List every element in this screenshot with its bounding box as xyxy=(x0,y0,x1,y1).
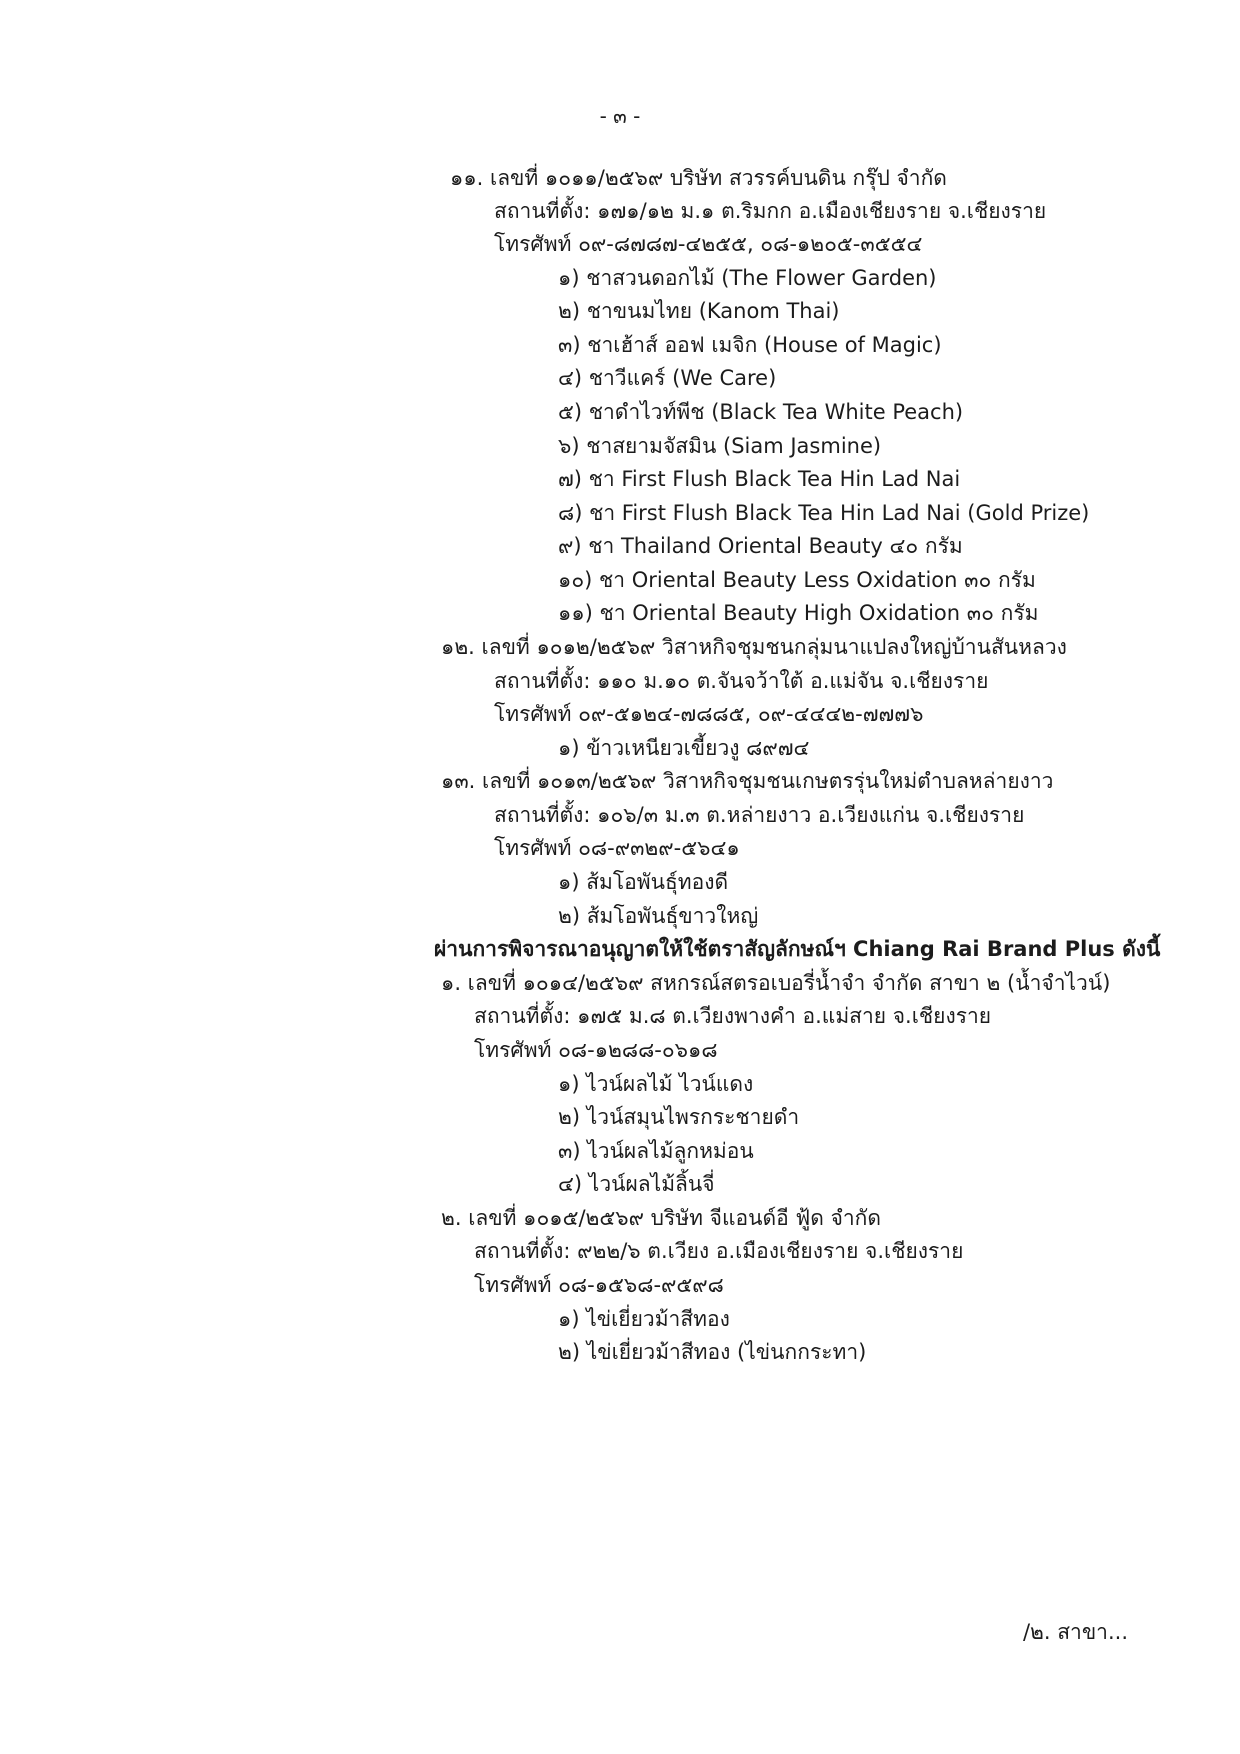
product-item: ๑๐) ชา Oriental Beauty Less Oxidation ๓๐ กรัม xyxy=(558,568,1036,592)
product-item: ๓) ไวน์ผลไม้ลูกหม่อน xyxy=(558,1139,754,1163)
product-item: ๔) ไวน์ผลไม้ลิ้นจี่ xyxy=(558,1172,715,1196)
entry-address: สถานที่ตั้ง: ๑๗๑/๑๒ ม.๑ ต.ริมกก อ.เมืองเชียงราย จ.เชียงราย xyxy=(494,199,1047,223)
section-heading: ผ่านการพิจารณาอนุญาตให้ใช้ตราสัญลักษณ์ฯ Chiang Rai Brand Plus ดังนี้ xyxy=(434,937,1161,961)
product-item: ๑๑) ชา Oriental Beauty High Oxidation ๓๐ กรัม xyxy=(558,601,1039,625)
entry-phone: โทรศัพท์ ๐๙-๘๗๘๗-๔๒๕๕, ๐๘-๑๒๐๕-๓๕๕๔ xyxy=(494,232,923,256)
product-item: ๓) ชาเฮ้าส์ ออฟ เมจิก (House of Magic) xyxy=(558,333,942,357)
continuation-note: /๒. สาขา... xyxy=(1022,1620,1128,1644)
product-item: ๑) ข้าวเหนียวเขี้ยวงู ๘๙๗๔ xyxy=(558,736,810,760)
entry-title: ๑๒. เลขที่ ๑๐๑๒/๒๕๖๙ วิสาหกิจชุมชนกลุ่มนาแปลงใหญ่บ้านสันหลวง xyxy=(441,635,1067,659)
entry-title: ๑๓. เลขที่ ๑๐๑๓/๒๕๖๙ วิสาหกิจชุมชนเกษตรรุ่นใหม่ตำบลหล่ายงาว xyxy=(441,769,1054,793)
entry-title: ๑๑. เลขที่ ๑๐๑๑/๒๕๖๙ บริษัท สวรรค์บนดิน กรุ๊ป จำกัด xyxy=(450,166,947,190)
entry-address: สถานที่ตั้ง: ๙๒๒/๖ ต.เวียง อ.เมืองเชียงราย จ.เชียงราย xyxy=(474,1239,964,1263)
entry-phone: โทรศัพท์ ๐๙-๕๑๒๔-๗๘๘๕, ๐๙-๔๔๔๒-๗๗๗๖ xyxy=(494,702,924,726)
product-item: ๕) ชาดำไวท์พีช (Black Tea White Peach) xyxy=(558,400,964,424)
entry-address: สถานที่ตั้ง: ๑๑๐ ม.๑๐ ต.จันจว้าใต้ อ.แม่จัน จ.เชียงราย xyxy=(494,669,989,693)
page-number: - ๓ - xyxy=(599,104,641,128)
product-item: ๒) ส้มโอพันธุ์ขาวใหญ่ xyxy=(558,904,759,928)
entry-address: สถานที่ตั้ง: ๑๗๕ ม.๘ ต.เวียงพางคำ อ.แม่สาย จ.เชียงราย xyxy=(474,1004,992,1028)
entry-title: ๒. เลขที่ ๑๐๑๕/๒๕๖๙ บริษัท จีแอนด์อี ฟู้ด จำกัด xyxy=(441,1206,882,1230)
product-item: ๑) ไข่เยี่ยวม้าสีทอง xyxy=(558,1307,730,1331)
product-item: ๙) ชา Thailand Oriental Beauty ๔๐ กรัม xyxy=(558,534,963,558)
entry-phone: โทรศัพท์ ๐๘-๑๕๖๘-๙๕๙๘ xyxy=(474,1273,724,1297)
entry-title: ๑. เลขที่ ๑๐๑๔/๒๕๖๙ สหกรณ์สตรอเบอรี่น้ำจำ จำกัด สาขา ๒ (น้ำจำไวน์) xyxy=(441,971,1111,995)
product-item: ๒) ไข่เยี่ยวม้าสีทอง (ไข่นกกระทา) xyxy=(558,1340,867,1364)
entry-phone: โทรศัพท์ ๐๘-๙๓๒๙-๕๖๔๑ xyxy=(494,836,740,860)
entry-address: สถานที่ตั้ง: ๑๐๖/๓ ม.๓ ต.หล่ายงาว อ.เวียงแก่น จ.เชียงราย xyxy=(494,803,1025,827)
entry-phone: โทรศัพท์ ๐๘-๑๒๘๘-๐๖๑๘ xyxy=(474,1038,718,1062)
product-item: ๘) ชา First Flush Black Tea Hin Lad Nai (Gold Prize) xyxy=(558,501,1090,525)
product-item: ๒) ชาขนมไทย (Kanom Thai) xyxy=(558,299,840,323)
product-item: ๔) ชาวีแคร์ (We Care) xyxy=(558,366,777,390)
product-item: ๑) ไวน์ผลไม้ ไวน์แดง xyxy=(558,1072,754,1096)
product-item: ๑) ส้มโอพันธุ์ทองดี xyxy=(558,870,729,894)
product-item: ๗) ชา First Flush Black Tea Hin Lad Nai xyxy=(558,467,961,491)
product-item: ๑) ชาสวนดอกไม้ (The Flower Garden) xyxy=(558,266,937,290)
product-item: ๒) ไวน์สมุนไพรกระชายดำ xyxy=(558,1105,800,1129)
product-item: ๖) ชาสยามจัสมิน (Siam Jasmine) xyxy=(558,434,882,458)
